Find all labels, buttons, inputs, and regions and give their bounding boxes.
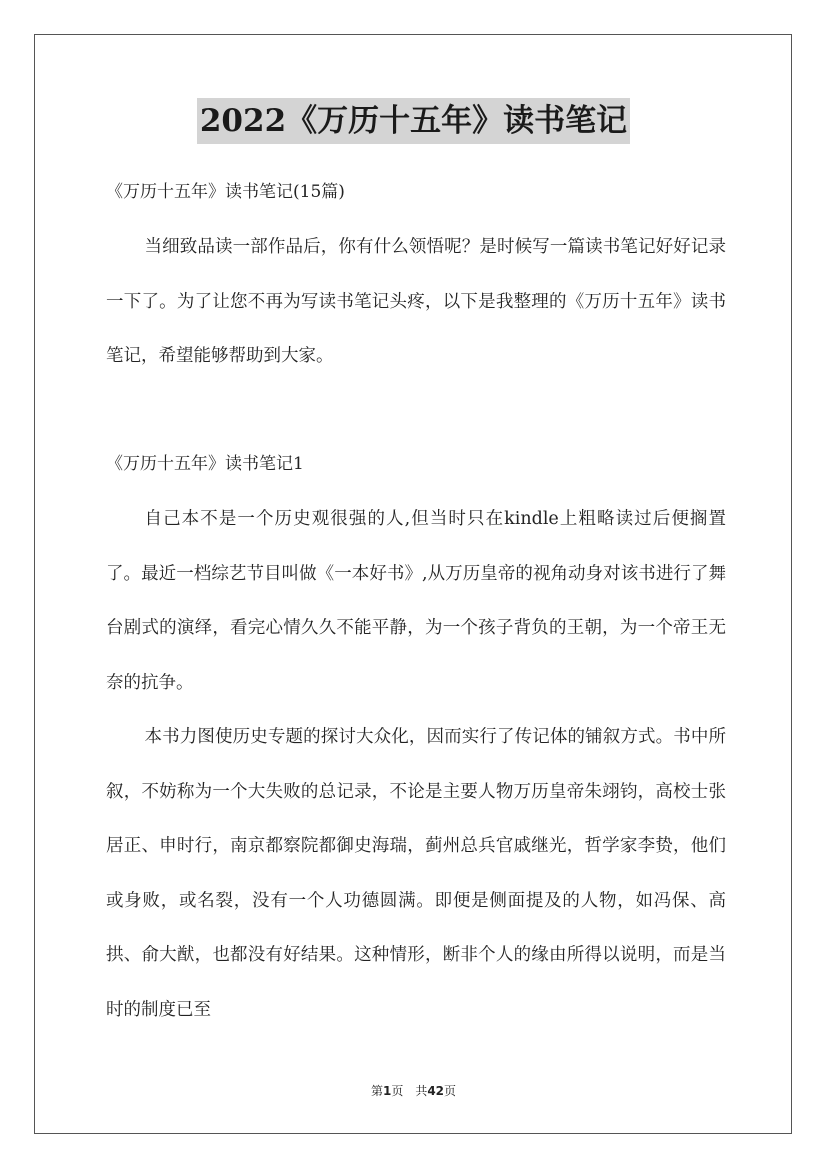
document-title-wrap (0, 98, 827, 144)
document-title: 2022《万历十五年》读书笔记 (197, 98, 630, 144)
footer-total-pages: 42 (427, 1084, 445, 1098)
page-footer (0, 1082, 827, 1099)
body-paragraph-2: 本书力图使历史专题的探讨大众化，因而实行了传记体的铺叙方式。书中所叙，不妨称为一个大失败的总记录，不论是主要人物万历皇帝朱翊钧，高校士张居正、申时行，南京都察院都御史海瑞，蓟州总兵官戚继光，哲学家李贽，他们或身败，或名裂，没有一个人功德圆满。即便是侧面提及的人物，如冯保、高拱、俞大猷，也都没有好结果。这种情形，断非个人的缘由所得以说明，而是当时的制度已至 (106, 727, 726, 1020)
footer-mid: 页 共 (391, 1084, 428, 1098)
footer-prefix: 第 (370, 1084, 383, 1098)
document-subtitle: 《万历十五年》读书笔记(15篇) (106, 182, 345, 202)
footer-page-number: 1 (382, 1084, 392, 1098)
body-paragraph-1: 自己本不是一个历史观很强的人,但当时只在kindle上粗略读过后便搁置了。最近一档综艺节目叫做《一本好书》,从万历皇帝的视角动身对该书进行了舞台剧式的演绎，看完心情久久不能平静，为一个孩子背负的王朝，为一个帝王无奈的抗争。 (106, 509, 726, 693)
section-heading: 《万历十五年》读书笔记1 (106, 454, 304, 474)
footer-suffix: 页 (444, 1084, 457, 1098)
intro-paragraph: 当细致品读一部作品后，你有什么领悟呢？是时候写一篇读书笔记好好记录一下了。为了让您不再为写读书笔记头疼，以下是我整理的《万历十五年》读书笔记，希望能够帮助到大家。 (106, 237, 726, 367)
